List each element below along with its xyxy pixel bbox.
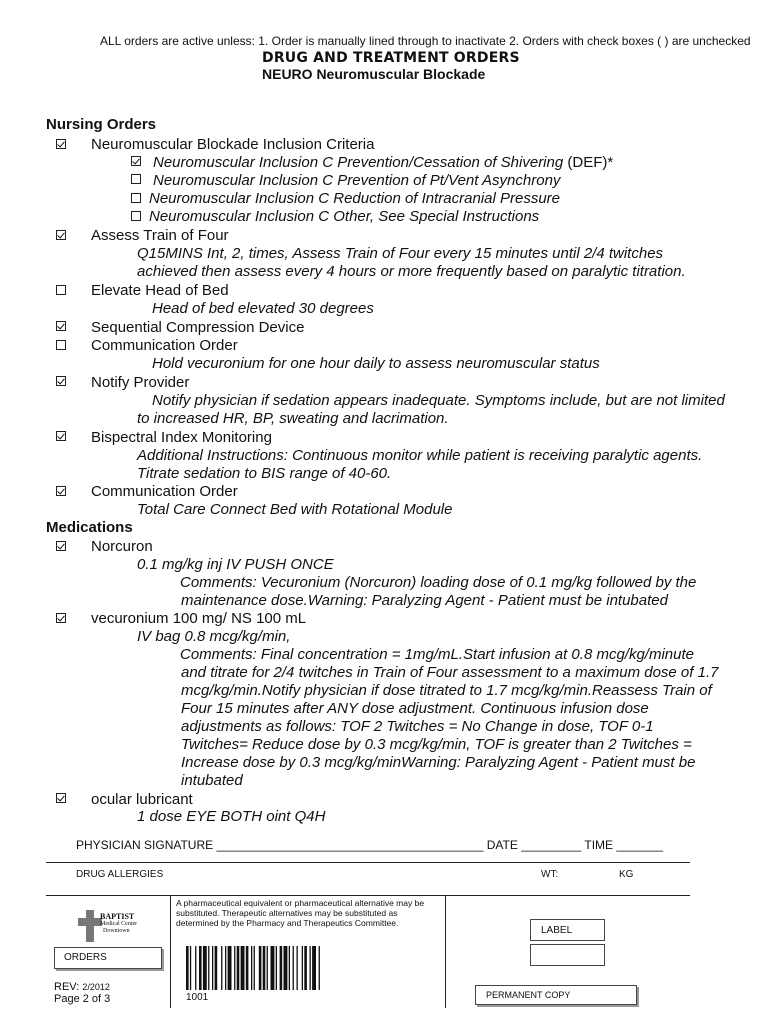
vecuronium-comment-6: Twitches= Reduce dose by 0.3 mcg/kg/min, TOF is greater than 2 Twitches = (181, 736, 692, 753)
notify-label: Notify Provider (91, 374, 190, 391)
orders-label: ORDERS (64, 952, 107, 963)
nursing-orders-heading: Nursing Orders (46, 116, 157, 133)
inclusion-criteria-checkbox[interactable] (56, 139, 66, 149)
hob-detail: Head of bed elevated 30 degrees (152, 300, 374, 317)
barcode-bar (259, 946, 262, 990)
bis-checkbox[interactable] (56, 431, 66, 441)
bis-label: Bispectral Index Monitoring (91, 429, 272, 446)
comm2-detail: Total Care Connect Bed with Rotational Module (137, 501, 453, 518)
inclusion-criteria-label: Neuromuscular Blockade Inclusion Criteria (91, 136, 375, 153)
inclusion-asynchrony-checkbox[interactable] (131, 174, 141, 184)
tof-label: Assess Train of Four (91, 227, 229, 244)
inclusion-shivering-default: (DEF)* (563, 154, 614, 171)
barcode-bar (212, 946, 213, 990)
barcode-bar (271, 946, 275, 990)
comm2-label: Communication Order (91, 483, 238, 500)
notify-checkbox[interactable] (56, 376, 66, 386)
label-box-2 (530, 944, 605, 966)
barcode-bar (190, 946, 191, 990)
logo-line-1: BAPTIST (100, 912, 135, 921)
barcode-bar (234, 946, 235, 990)
vecuronium-comment-7: Increase dose by 0.3 mcg/kg/minWarning: Paralyzing Agent - Patient must be (181, 754, 696, 771)
medications-heading: Medications (46, 519, 133, 536)
divider-top (46, 862, 690, 863)
inclusion-other-checkbox[interactable] (131, 211, 141, 221)
barcode-bar (208, 946, 209, 990)
barcode-bar (254, 946, 255, 990)
inclusion-asynchrony-label: Neuromuscular Inclusion C Prevention of Pt/Vent Asynchrony (153, 172, 561, 189)
tof-detail-2: achieved then assess every 4 hours or more frequently based on paralytic titration. (137, 263, 686, 280)
inclusion-other-label: Neuromuscular Inclusion C Other, See Special Instructions (149, 208, 540, 225)
barcode-bar (312, 946, 316, 990)
vecuronium-dose: IV bag 0.8 mcg/kg/min, (137, 628, 291, 645)
bis-detail-1: Additional Instructions: Continuous monitor while patient is receiving paralytic agents. (137, 447, 703, 464)
vecuronium-checkbox[interactable] (56, 613, 66, 623)
barcode-bar (186, 946, 189, 990)
divider-bottom (46, 895, 690, 896)
scd-checkbox[interactable] (56, 321, 66, 331)
barcode-bar (297, 946, 298, 990)
hob-label: Elevate Head of Bed (91, 282, 229, 299)
comm1-checkbox[interactable] (56, 340, 66, 350)
form-subtitle: NEURO Neuromuscular Blockade (262, 66, 486, 82)
barcode-bar (293, 946, 294, 990)
footer-col-divider-1 (170, 896, 171, 1008)
drug-allergies-label: DRUG ALLERGIES (76, 869, 164, 880)
vecuronium-comment-8: intubated (181, 772, 243, 789)
rev-date: 2/2012 (82, 982, 110, 992)
orders-box (54, 947, 162, 969)
label-text: LABEL (541, 925, 573, 936)
barcode-bar (225, 946, 226, 990)
barcode-bar (221, 946, 222, 990)
norcuron-label: Norcuron (91, 538, 153, 555)
norcuron-checkbox[interactable] (56, 541, 66, 551)
barcode-bar (251, 946, 252, 990)
barcode-bar (319, 946, 320, 990)
tof-checkbox[interactable] (56, 230, 66, 240)
comm2-checkbox[interactable] (56, 486, 66, 496)
bis-detail-2: Titrate sedation to BIS range of 40-60. (137, 465, 392, 482)
barcode-bar (246, 946, 249, 990)
logo-line-2: Medical Center (100, 921, 138, 927)
label-box (530, 919, 605, 941)
barcode-bar (302, 946, 303, 990)
norcuron-comment-1: Comments: Vecuronium (Norcuron) loading dose of 0.1 mg/kg followed by the (180, 574, 697, 591)
norcuron-dose: 0.1 mg/kg inj IV PUSH ONCE (137, 556, 334, 573)
logo-line-3: Downtown (103, 928, 130, 934)
barcode-bar (276, 946, 277, 990)
ocular-checkbox[interactable] (56, 793, 66, 803)
vecuronium-comment-4: Four 15 minutes after ANY dose adjustment. Continuous infusion dose (181, 700, 649, 717)
tof-detail-1: Q15MINS Int, 2, times, Assess Train of Four every 15 minutes until 2/4 twitches (137, 245, 664, 262)
wt-label: WT: (541, 869, 559, 880)
vecuronium-comment-2: and titrate for 2/4 twitches in Train of Four assessment to a maximum dose of 1.7 (181, 664, 719, 681)
form-title: DRUG AND TREATMENT ORDERS (262, 50, 520, 66)
barcode-bar (215, 946, 218, 990)
barcode-bar (237, 946, 240, 990)
comm1-label: Communication Order (91, 337, 238, 354)
ocular-dose: 1 dose EYE BOTH oint Q4H (137, 808, 326, 825)
vecuronium-comment-5: adjustments as follows: TOF 2 Twitches = No Change in dose, TOF 0-1 (181, 718, 654, 735)
barcode-number: 1001 (186, 992, 209, 1003)
barcode-bar (199, 946, 202, 990)
ocular-label: ocular lubricant (91, 791, 193, 808)
scd-label: Sequential Compression Device (91, 319, 305, 336)
inclusion-icp-label: Neuromuscular Inclusion C Reduction of Intracranial Pressure (149, 190, 561, 207)
barcode-bar (263, 946, 266, 990)
page-number: Page 2 of 3 (54, 993, 111, 1005)
barcode-bar (280, 946, 283, 990)
header-note: ALL orders are active unless: 1. Order is manually lined through to inactivate 2. Orders with check boxes ( ) are unchecked (100, 34, 751, 48)
barcode-bar (228, 946, 232, 990)
vecuronium-comment-1: Comments: Final concentration = 1mg/mL.Start infusion at 0.8 mcg/kg/minute (180, 646, 694, 663)
permanent-copy-box (475, 985, 637, 1005)
norcuron-comment-2: maintenance dose.Warning: Paralyzing Agent - Patient must be intubated (181, 592, 668, 609)
inclusion-shivering-checkbox[interactable] (131, 156, 141, 166)
physician-signature-line[interactable]: PHYSICIAN SIGNATURE ________________________________________ DATE _________ TIME _______ (76, 838, 664, 852)
notify-detail-2: to increased HR, BP, sweating and lacrimation. (137, 410, 449, 427)
barcode-bar (241, 946, 245, 990)
footer-col-divider-2 (445, 896, 446, 1008)
barcode (186, 946, 426, 990)
comm1-detail: Hold vecuronium for one hour daily to assess neuromuscular status (152, 355, 600, 372)
barcode-bar (304, 946, 307, 990)
hob-checkbox[interactable] (56, 285, 66, 295)
barcode-bar (195, 946, 196, 990)
barcode-bar (310, 946, 311, 990)
notify-detail-1: Notify physician if sedation appears inadequate. Symptoms include, but are not limited (152, 392, 725, 409)
vecuronium-label: vecuronium 100 mg/ NS 100 mL (91, 610, 307, 627)
permanent-copy-label: PERMANENT COPY (486, 990, 571, 1000)
barcode-bar (289, 946, 290, 990)
barcode-bar (284, 946, 288, 990)
substitution-note: A pharmaceutical equivalent or pharmaceutical alternative may be substituted. Therapeutic alternatives may be substituted as determined by the Pharmacy and Therapeutics Committee. (176, 898, 425, 928)
vecuronium-comment-3: mcg/kg/min.Notify physician if dose titrated to 1.7 mcg/kg/min.Reassess Train of (181, 682, 712, 699)
inclusion-shivering-item (153, 154, 613, 171)
revision-line (54, 981, 110, 993)
baptist-logo (76, 906, 146, 946)
inclusion-shivering-label: Neuromuscular Inclusion C Prevention/Cessation of Shivering (153, 154, 564, 171)
inclusion-icp-checkbox[interactable] (131, 193, 141, 203)
kg-label: KG (619, 869, 634, 880)
barcode-bar (267, 946, 268, 990)
barcode-bar (203, 946, 207, 990)
rev-label: REV: (54, 981, 80, 993)
